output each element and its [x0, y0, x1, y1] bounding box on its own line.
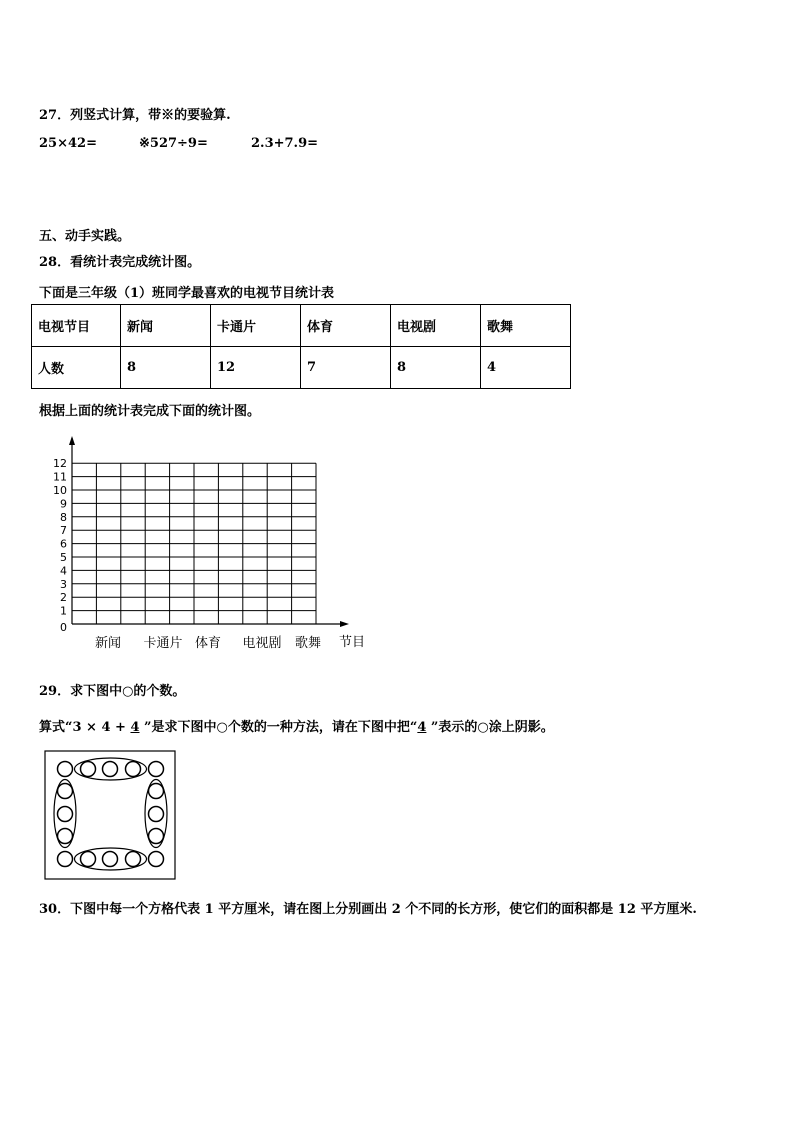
q27-expression-1: 25×42=: [39, 136, 97, 151]
y-tick-label: 6: [60, 537, 67, 551]
y-tick-label: 1: [60, 604, 67, 618]
circle: [149, 807, 164, 822]
y-tick-label: 4: [60, 564, 67, 578]
q28-instruction: 根据上面的统计表完成下面的统计图。: [39, 404, 261, 419]
table-cell: 体育: [301, 305, 391, 347]
circle: [126, 852, 141, 867]
circle: [126, 762, 141, 777]
section-5-title: 五、动手实践。: [39, 229, 131, 244]
q29-instruction: [39, 716, 554, 735]
table-cell: 电视节目: [32, 305, 121, 347]
q29-number-4-second: 4: [417, 720, 427, 735]
q29-number-4: 4: [130, 720, 140, 735]
table-header-row: [32, 305, 571, 347]
circle: [149, 852, 164, 867]
table-cell: 8: [121, 347, 211, 389]
x-axis-label: 节目: [338, 635, 366, 650]
circle: [81, 762, 96, 777]
y-tick-label: 8: [60, 510, 67, 524]
table-cell: 电视剧: [391, 305, 481, 347]
circle: [58, 829, 73, 844]
group-ellipse: [75, 758, 147, 780]
table-cell: 4: [481, 347, 571, 389]
table-cell: 8: [391, 347, 481, 389]
y-tick-label: 7: [60, 524, 67, 538]
table-cell: 7: [301, 347, 391, 389]
y-tick-label: 2: [60, 591, 67, 605]
y-tick-label: 12: [53, 457, 67, 471]
table-row: [32, 347, 571, 389]
circle: [58, 784, 73, 799]
circle: [58, 852, 73, 867]
circle: [58, 807, 73, 822]
circle: [149, 784, 164, 799]
table-cell: 12: [211, 347, 301, 389]
table-cell: 人数: [32, 347, 121, 389]
q29-text-pre: 算式“3 × 4 +: [39, 720, 131, 735]
q28-table-caption: 下面是三年级（1）班同学最喜欢的电视节目统计表: [39, 286, 335, 301]
q29-text-post: ”表示的○涂上阴影。: [426, 720, 554, 735]
q27-expression-3: 2.3+7.9=: [251, 136, 319, 151]
x-axis-arrow: [340, 621, 349, 627]
table-cell: 卡通片: [211, 305, 301, 347]
y-tick-label: 10: [53, 484, 67, 497]
circle: [58, 762, 73, 777]
group-ellipse: [145, 780, 167, 848]
circle: [81, 852, 96, 867]
x-tick-label: 体育: [194, 636, 222, 651]
q27-expression-2: ※527÷9=: [139, 136, 208, 151]
x-tick-label: 卡通片: [143, 636, 183, 651]
tv-program-table: [31, 304, 571, 389]
y-tick-label: 9: [60, 497, 67, 511]
q27-title: 27．列竖式计算，带※的要验算.: [39, 108, 231, 123]
group-ellipse: [75, 848, 147, 870]
figure-border: [45, 751, 175, 879]
circle: [149, 762, 164, 777]
y-tick-label: 5: [60, 551, 67, 564]
x-tick-label: 电视剧: [242, 636, 282, 651]
x-tick-label: 新闻: [94, 636, 122, 651]
x-tick-label: 歌舞: [294, 636, 322, 651]
q29-title: 29．求下图中○的个数。: [39, 684, 186, 699]
q29-text-mid: ”是求下图中○个数的一种方法，请在下图中把“: [139, 720, 418, 735]
y-tick-label: 11: [53, 470, 67, 484]
table-cell: 新闻: [121, 305, 211, 347]
y-tick-label: 0: [60, 621, 67, 634]
table-cell: 歌舞: [481, 305, 571, 347]
circle: [103, 762, 118, 777]
circle: [149, 829, 164, 844]
circle: [103, 852, 118, 867]
y-tick-label: 3: [60, 577, 67, 591]
q30-title: 30．下图中每一个方格代表 1 平方厘米，请在图上分别画出 2 个不同的长方形，使它们的面积都是 12 平方厘米.: [39, 902, 697, 917]
group-ellipse: [54, 780, 76, 848]
q28-title: 28．看统计表完成统计图。: [39, 255, 201, 270]
y-axis-arrow: [69, 436, 75, 445]
